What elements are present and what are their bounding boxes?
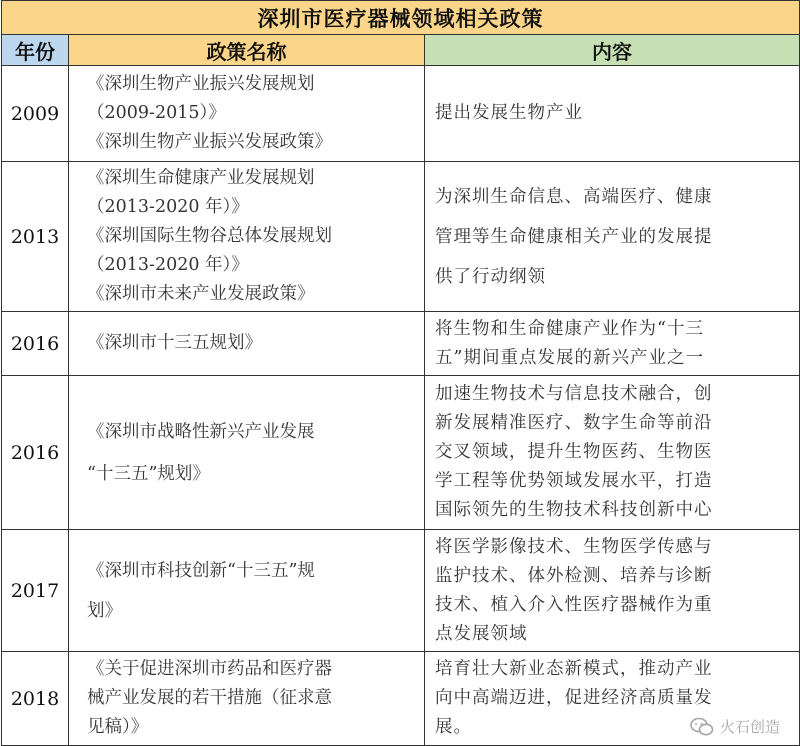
policy-name-line: 《深圳生物产业振兴发展规划 bbox=[87, 74, 315, 94]
policy-name-cell bbox=[69, 66, 425, 162]
header-year: 年份 bbox=[2, 35, 69, 66]
content-line: 新发展精准医疗、数字生命等前沿 bbox=[435, 413, 713, 433]
table-row bbox=[2, 376, 800, 530]
policy-name-line: 见稿）》 bbox=[87, 717, 149, 737]
policy-name-cell bbox=[69, 312, 425, 376]
content-line: 培育壮大新业态新模式，推动产业 bbox=[435, 659, 713, 679]
year-cell: 2013 bbox=[2, 162, 69, 312]
policy-name-cell bbox=[69, 162, 425, 312]
content-line: 展。 bbox=[435, 717, 472, 737]
policy-name-line: 《深圳生物产业振兴发展政策》 bbox=[87, 132, 332, 152]
year-cell: 2018 bbox=[2, 652, 69, 746]
content-line: 为深圳生命信息、高端医疗、健康 bbox=[435, 186, 713, 207]
content-line: 管理等生命健康相关产业的发展提 bbox=[435, 226, 713, 247]
content-line: 监护技术、体外检测、培养与诊断 bbox=[435, 565, 713, 586]
content-line: 点发展领域 bbox=[435, 623, 528, 644]
table-row bbox=[2, 530, 800, 652]
table-row bbox=[2, 652, 800, 746]
policy-name-line: 械产业发展的若干措施（征求意 bbox=[87, 688, 332, 708]
policy-name-line: 《深圳市未来产业发展政策》 bbox=[87, 284, 315, 304]
content-cell bbox=[425, 530, 800, 652]
table-title-row bbox=[2, 1, 800, 35]
header-policy-name: 政策名称 bbox=[69, 35, 425, 66]
policy-name-line: （2013-2020 年）》 bbox=[87, 197, 249, 217]
content-line: 向中高端迈进，促进经济高质量发 bbox=[435, 688, 713, 708]
content-line: 学工程等优势领域发展水平，打造 bbox=[435, 471, 713, 491]
content-line: 将生物和生命健康产业作为“十三 bbox=[435, 318, 704, 339]
content-line: 交叉领域，提升生物医药、生物医 bbox=[435, 442, 713, 462]
content-cell bbox=[425, 66, 800, 162]
policy-name-line: （2009-2015）》 bbox=[87, 103, 226, 123]
content-line: 供了行动纲领 bbox=[435, 266, 546, 287]
table-row bbox=[2, 312, 800, 376]
table-row bbox=[2, 162, 800, 312]
policy-name-line: 《深圳国际生物谷总体发展规划 bbox=[87, 226, 332, 246]
content-line: 提出发展生物产业 bbox=[435, 103, 583, 123]
content-cell bbox=[425, 376, 800, 530]
header-content: 内容 bbox=[425, 35, 800, 66]
year-cell: 2016 bbox=[2, 376, 69, 530]
policy-name-line: （2013-2020 年）》 bbox=[87, 255, 249, 275]
content-cell bbox=[425, 312, 800, 376]
content-line: 将医学影像技术、生物医学传感与 bbox=[435, 536, 713, 557]
table-row bbox=[2, 66, 800, 162]
header-row bbox=[2, 35, 800, 66]
policy-name-cell bbox=[69, 376, 425, 530]
watermark bbox=[690, 716, 780, 737]
policy-name-cell bbox=[69, 652, 425, 746]
watermark-text: 火石创造 bbox=[719, 718, 780, 736]
table-title: 深圳市医疗器械领域相关政策 bbox=[2, 1, 800, 35]
policy-name-line: “十三五”规划》 bbox=[87, 463, 210, 484]
wechat-icon bbox=[690, 717, 714, 737]
content-line: 国际领先的生物技术科技创新中心 bbox=[435, 500, 713, 520]
content-line: 技术、植入介入性医疗器械作为重 bbox=[435, 594, 713, 615]
content-line: 五”期间重点发展的新兴产业之一 bbox=[435, 347, 704, 368]
year-cell: 2017 bbox=[2, 530, 69, 652]
policy-name-line: 《深圳市战略性新兴产业发展 bbox=[87, 421, 315, 442]
content-line: 加速生物技术与信息技术融合，创 bbox=[435, 384, 713, 404]
policy-name-line: 《深圳市科技创新“十三五”规 bbox=[87, 560, 315, 581]
year-cell: 2016 bbox=[2, 312, 69, 376]
policy-name-line: 划》 bbox=[87, 600, 122, 621]
policy-name-line: 《关于促进深圳市药品和医疗器 bbox=[87, 659, 332, 679]
year-cell: 2009 bbox=[2, 66, 69, 162]
policy-table bbox=[1, 0, 800, 746]
policy-name-cell bbox=[69, 530, 425, 652]
policy-name-line: 《深圳市十三五规划》 bbox=[87, 333, 262, 353]
content-cell bbox=[425, 162, 800, 312]
policy-name-line: 《深圳生命健康产业发展规划 bbox=[87, 168, 315, 188]
